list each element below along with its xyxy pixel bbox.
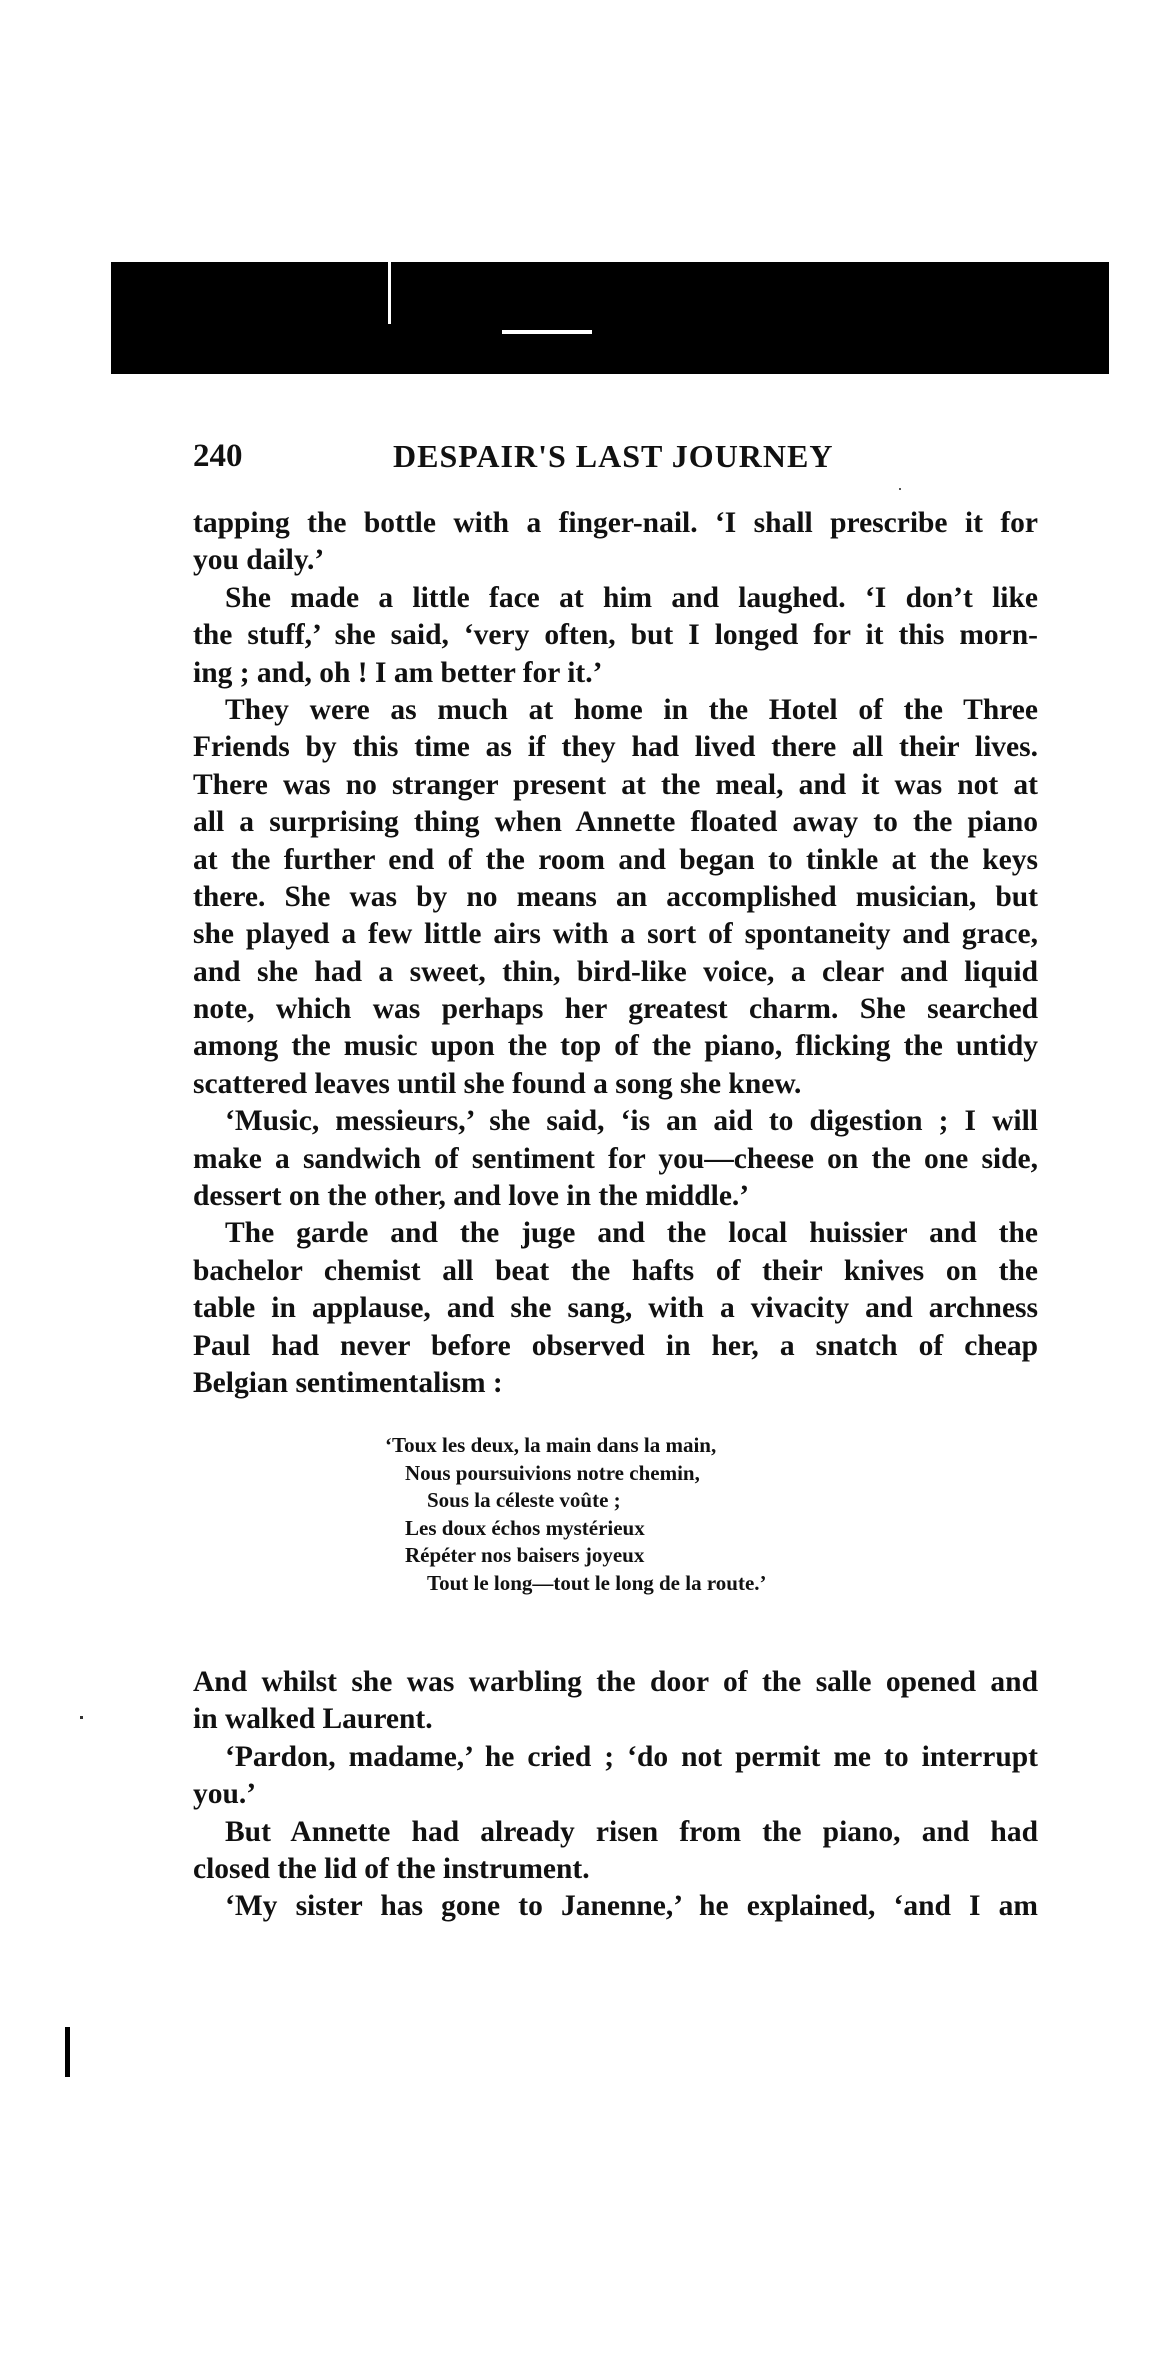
verse-line: Tout le long—tout le long de la route.’ [427,1570,767,1595]
text-line: Paul had never before observed in her, a snatch of cheap [193,1329,1038,1362]
text-line: closed the lid of the instrument. [193,1852,590,1885]
margin-speck [80,1716,83,1719]
text-line: And whilst she was warbling the door of the salle opened and [193,1666,1038,1698]
text-line: in walked Laurent. [193,1703,433,1736]
text-line: you.’ [193,1778,257,1811]
text-line: you daily.’ [193,544,325,577]
text-line: She made a little face at him and laughed. ‘I don’t like [225,581,1038,614]
verse-line: Répéter nos baisers joyeux [405,1543,645,1567]
text-line: and she had a sweet, thin, bird-like voice, a clear and liquid [193,955,1038,988]
text-line: scattered leaves until she found a song she knew. [193,1067,802,1100]
text-line: ‘Music, messieurs,’ she said, ‘is an aid to digestion ; I will [225,1105,1038,1138]
text-line: bachelor chemist all beat the hafts of their knives on the [193,1254,1038,1287]
text-line: make a sandwich of sentiment for you—cheese on the one side, [193,1142,1038,1175]
text-line: note, which was perhaps her greatest charm. She searched [193,993,1038,1026]
text-line: Belgian sentimentalism : [193,1366,503,1399]
text-line: among the music upon the top of the piano, flicking the untidy [193,1030,1038,1063]
text-line: The garde and the juge and the local huissier and the [225,1217,1038,1250]
scan-bar-notch [388,262,391,324]
verse-line: Sous la céleste voûte ; [427,1488,621,1512]
text-line: there. She was by no means an accomplished musician, but [193,880,1038,913]
body-text-continued [193,1664,1038,1926]
text-line: dessert on the other, and love in the middle.’ [193,1180,750,1213]
text-line: They were as much at home in the Hotel of the Three [225,693,1038,726]
verse-line: ‘Toux les deux, la main dans la main, [385,1433,717,1457]
text-line: table in applause, and she sang, with a vivacity and archness [193,1292,1038,1325]
text-line: ‘Pardon, madame,’ he cried ; ‘do not permit me to interrupt [225,1740,1038,1773]
running-head [193,438,1038,478]
text-line: tapping the bottle with a finger-nail. ‘I shall prescribe it for [193,507,1038,539]
text-line: all a surprising thing when Annette floated away to the piano [193,806,1038,839]
verse-line: Nous poursuivions notre chemin, [405,1460,700,1485]
scan-speck [899,488,901,490]
text-line: But Annette had already risen from the piano, and had [225,1815,1038,1848]
margin-mark [65,2027,70,2077]
text-line: There was no stranger present at the meal, and it was not at [193,768,1038,801]
text-line: ing ; and, oh ! I am better for it.’ [193,656,603,689]
scan-bar-notch-2 [502,330,592,334]
text-line: Friends by this time as if they had lived there all their lives. [193,731,1038,764]
text-line: at the further end of the room and began to tinkle at the keys [193,843,1038,876]
verse-line: Les doux échos mystérieux [405,1515,645,1540]
text-line: ‘My sister has gone to Janenne,’ he explained, ‘and I am [225,1890,1038,1923]
text-line: the stuff,’ she said, ‘very often, but I longed for it this morn- [193,619,1038,652]
scan-black-bar [111,262,1109,374]
verse-quotation [385,1432,885,1597]
text-line: she played a few little airs with a sort of spontaneity and grace, [193,918,1038,951]
body-text [193,505,1038,1402]
book-title: DESPAIR'S LAST JOURNEY [393,438,834,474]
page-number: 240 [193,438,243,474]
